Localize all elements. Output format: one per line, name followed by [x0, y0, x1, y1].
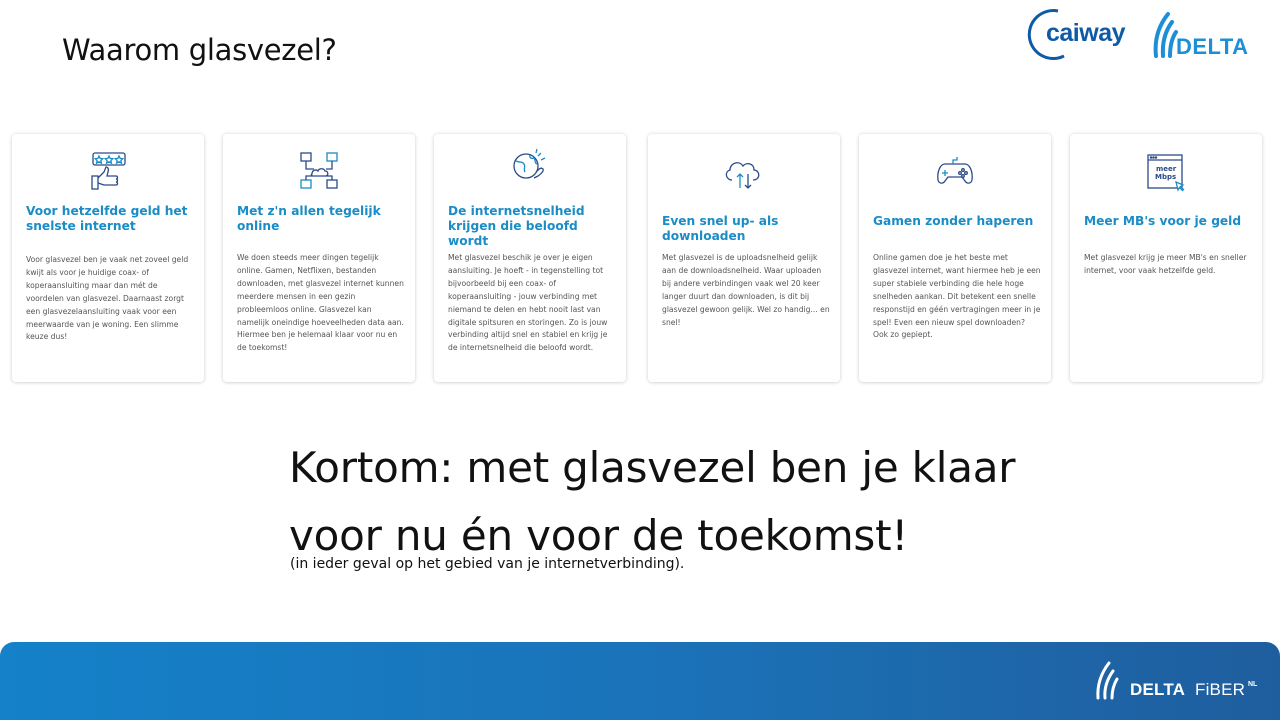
mbps-label: Mbps: [1155, 173, 1177, 181]
feature-card-updown: [648, 134, 840, 382]
card-title: Voor hetzelfde geld het snelste internet: [26, 204, 188, 233]
page-title: Waarom glasvezel?: [62, 33, 337, 67]
card-body: We doen steeds meer dingen tegelijk online. Gamen, Netflixen, bestanden downloaden, met glasvezel internet kunnen meerdere mensen in een gezin probleemloos online. Glasvezel kan namelijk oneindige hoeveelheden data aan. Hiermee ben je helemaal klaar voor nu en de toekomst!: [237, 253, 404, 353]
delta-logo: [1152, 6, 1274, 60]
feature-card-price: [12, 134, 204, 382]
card-title: Met z'n allen tegelijk online: [237, 204, 381, 233]
footer-band: [0, 642, 1280, 720]
card-body: Online gamen doe je het beste met glasvezel internet, want hiermee heb je een super stabiele verbinding die hele hoge snelheden aankan. Dit betekent een snelle responstijd en géén vertragingen meer in je spel! Even een nieuw spel downloaden? Ook zo gepiept.: [873, 253, 1041, 340]
deltafiber-wordmark-delta: DELTA: [1130, 680, 1186, 699]
summary-line-1: Kortom: met glasvezel ben je klaar: [289, 443, 1016, 492]
footnote: (in ieder geval op het gebied van je internetverbinding).: [290, 556, 685, 572]
deltafiber-wordmark-fiber: FiBER: [1195, 680, 1246, 699]
feature-card-speed: [434, 134, 626, 382]
card-title: De internetsnelheid krijgen die beloofd wordt: [448, 204, 585, 248]
feature-card-mbps: [1070, 134, 1262, 382]
globe-hand-icon: [434, 146, 626, 188]
card-body: Voor glasvezel ben je vaak net zoveel geld kwijt als voor je huidige coax- of koperaansluiting maar dan mét de voordelen van glasvezel. Daarnaast zorgt een glasvezelaansluiting vaak voor een meerwaarde van je woning. Een slimme keuze dus!: [26, 255, 189, 342]
card-body: Met glasvezel is de uploadsnelheid gelijk aan de downloadsnelheid. Waar uploaden bij andere verbindingen vaak wel 20 keer langer duurt dan downloaden, is dit bij glasvezel gewoon gelijk. Wel zo handig... en snel!: [662, 253, 830, 327]
deltafiber-wordmark-nl: NL: [1248, 681, 1258, 688]
card-title: Even snel up- als downloaden: [662, 214, 779, 243]
card-body: Met glasvezel krijg je meer MB's en sneller internet, voor vaak hetzelfde geld.: [1084, 253, 1247, 275]
network-devices-icon: [223, 150, 415, 192]
meer-label: meer: [1156, 165, 1177, 173]
feature-card-gaming: [859, 134, 1051, 382]
feature-card-together: [223, 134, 415, 382]
summary-line-2: voor nu én voor de toekomst!: [289, 511, 909, 560]
card-title: Meer MB's voor je geld: [1084, 214, 1242, 228]
summary-text: [289, 434, 1089, 570]
feature-cards: [12, 134, 1264, 384]
deltafiber-flame-icon: [1094, 660, 1130, 700]
star-rating-thumbs-up-icon: [12, 150, 204, 192]
card-title: Gamen zonder haperen: [873, 214, 1034, 228]
game-controller-icon: [859, 152, 1051, 194]
cloud-up-down-icon: [648, 152, 840, 194]
caiway-wordmark: caiway: [1046, 19, 1126, 47]
delta-wordmark: DELTA: [1176, 34, 1249, 59]
meer-mbps-window-icon: [1070, 152, 1262, 194]
card-body: Met glasvezel beschik je over je eigen aansluiting. Je hoeft - in tegenstelling tot bijvoorbeeld bij een coax- of koperaansluiting - jouw verbinding met niemand te delen en hebt nooit last van digitale spitsuren en storingen. Zo is jouw verbinding altijd snel en stabiel en krijg je de internetsnelheid die beloofd wordt.: [448, 253, 608, 353]
deltafiber-logo: [1094, 660, 1274, 700]
caiway-logo: [1024, 6, 1132, 60]
